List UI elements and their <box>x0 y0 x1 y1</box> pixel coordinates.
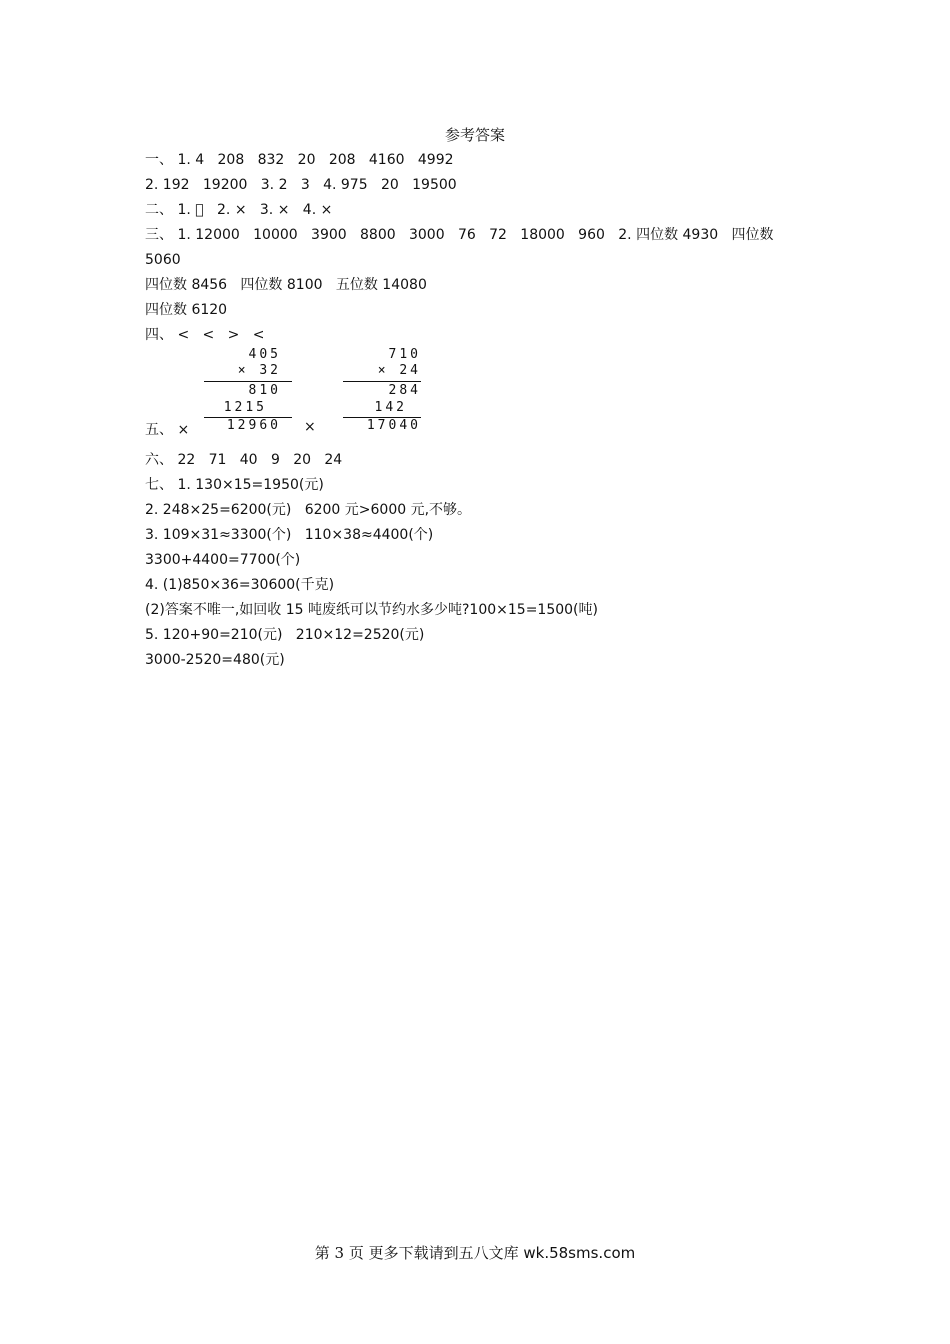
answer-line-13: 3300+4400=7700(个) <box>145 552 301 568</box>
calc2-multiplicand: 710 <box>388 347 421 362</box>
calc2-multiplier: × 24 <box>377 363 421 378</box>
answer-line-16: 5. 120+90=210(元) 210×12=2520(元) <box>145 627 425 643</box>
calc2-rule-1 <box>343 381 421 382</box>
answer-line-5: 5060 <box>145 252 181 268</box>
calc1-multiplicand: 405 <box>248 347 281 362</box>
answer-line-15: (2)答案不唯一,如回收 15 吨废纸可以节约水多少吨?100×15=1500(吨) <box>145 602 598 618</box>
answer-line-9: 六、 22 71 40 9 20 24 <box>145 452 343 468</box>
answer-line-2: 2. 192 19200 3. 2 3 4. 975 20 19500 <box>145 177 457 193</box>
calc2-product: 17040 <box>366 418 421 433</box>
answer-line-14: 4. (1)850×36=30600(千克) <box>145 577 335 593</box>
answer-line-11: 2. 248×25=6200(元) 6200 元>6000 元,不够。 <box>145 502 472 518</box>
page-title: 参考答案 <box>444 126 505 144</box>
calc1-product: 12960 <box>226 418 281 433</box>
calc2-partial-2: 142 <box>374 400 407 415</box>
calc1-partial-2: 1215 <box>223 400 267 415</box>
vertical-multiplication-2 <box>340 347 425 437</box>
section5-mark2: × <box>304 419 316 435</box>
calc1-rule-1 <box>204 381 292 382</box>
answer-line-4: 三、 1. 12000 10000 3900 8800 3000 76 72 18000 960 2. 四位数 4930 四位数 <box>145 227 774 243</box>
answer-line-7: 四位数 6120 <box>145 302 228 318</box>
vertical-multiplication-1 <box>200 347 295 437</box>
answer-line-8: 四、 < < > < <box>145 327 265 343</box>
footer-url[interactable]: wk.58sms.com <box>523 1244 636 1262</box>
calc1-partial-1: 810 <box>248 383 281 398</box>
calc1-multiplier: × 32 <box>237 363 281 378</box>
page-footer <box>0 1242 950 1263</box>
answer-line-3: 二、 1.   2. × 3. × 4. × <box>145 202 333 218</box>
answer-line-6: 四位数 8456 四位数 8100 五位数 14080 <box>145 277 427 293</box>
calc2-partial-1: 284 <box>388 383 421 398</box>
answer-line-1: 一、 1. 4 208 832 20 208 4160 4992 <box>145 152 454 168</box>
section5-label: 五、 × <box>145 422 190 438</box>
answer-line-10: 七、 1. 130×15=1950(元) <box>145 477 324 493</box>
answer-line-17: 3000-2520=480(元) <box>145 652 285 668</box>
footer-text: 第 3 页 更多下载请到五八文库 <box>314 1244 524 1262</box>
answer-line-12: 3. 109×31≈3300(个) 110×38≈4400(个) <box>145 527 434 543</box>
